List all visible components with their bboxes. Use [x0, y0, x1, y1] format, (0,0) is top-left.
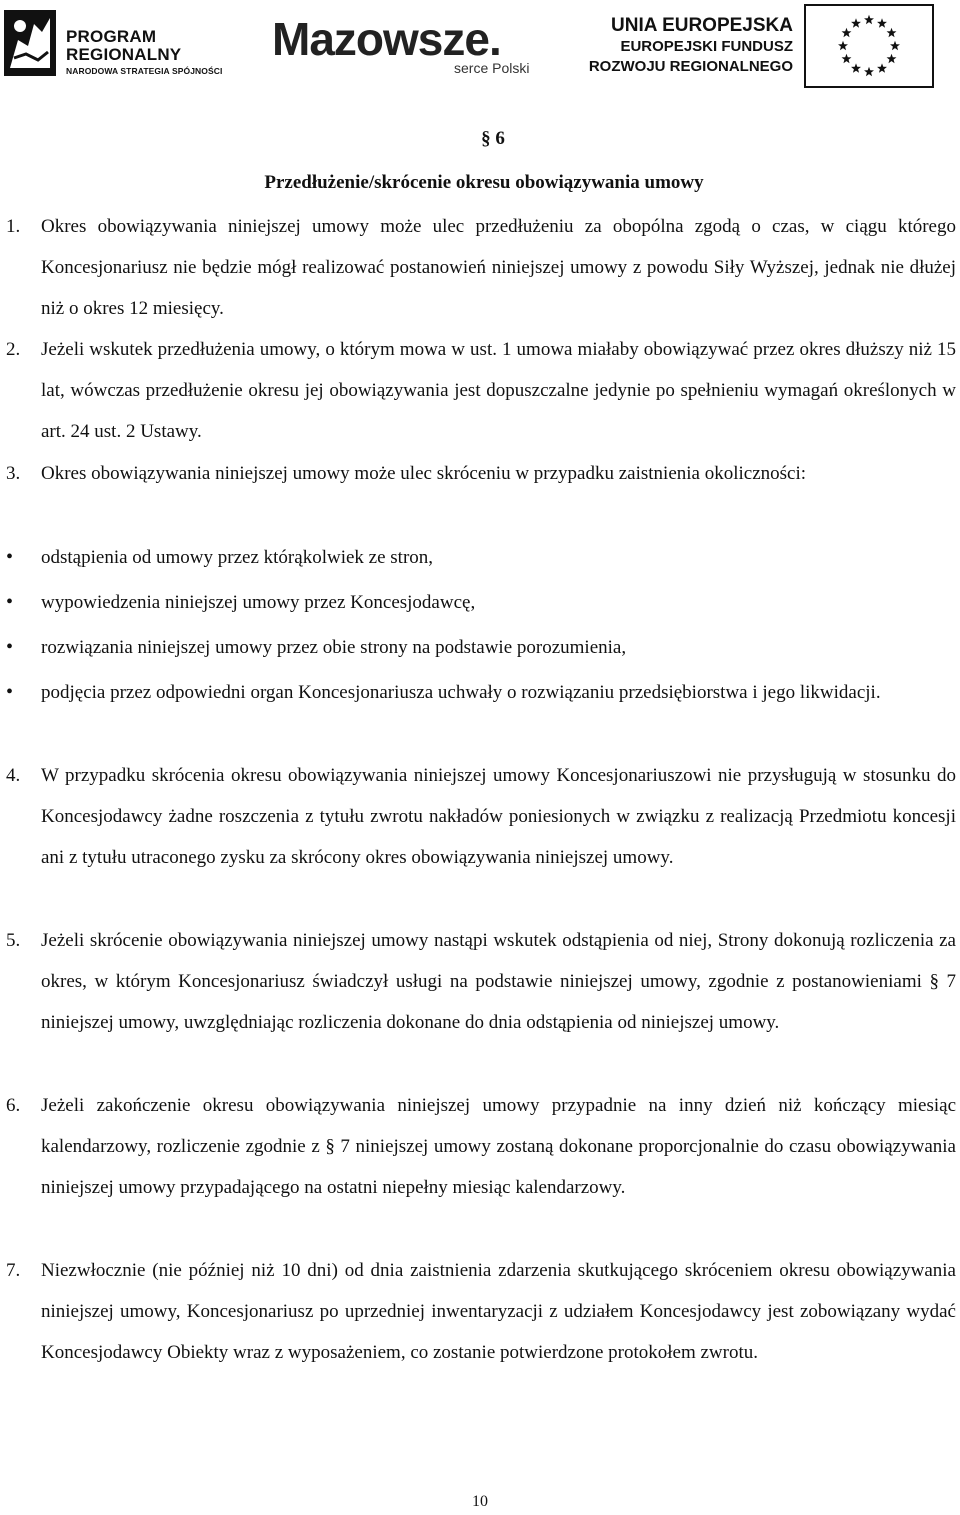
mazowsze-wordmark: Mazowsze. [272, 13, 501, 65]
mazowsze-logo [272, 13, 562, 80]
section-number-value: 6 [495, 128, 505, 149]
bullet-dot-icon [6, 672, 13, 713]
bullet-dot-icon [6, 627, 13, 668]
eu-line-1: UNIA EUROPEJSKA [611, 15, 793, 36]
bullet-item: wypowiedzenia niniejszej umowy przez Koncesjodawcę, [41, 592, 476, 613]
program-line-2: REGIONALNY [66, 45, 182, 64]
mazowsze-tagline: serce Polski [454, 60, 530, 76]
item-number: 2. [6, 339, 21, 360]
item-number: 7. [6, 1260, 21, 1281]
eu-line-2: EUROPEJSKI FUNDUSZ [620, 38, 793, 55]
page-number: 10 [472, 1493, 488, 1510]
item-text: Jeżeli wskutek przedłużenia umowy, o którym mowa w ust. 1 umowa miałaby obowiązywać przez okres dłuższy niż 15 lat, wówczas przedłużenie okresu jej obowiązywania jest dopuszczalne jedynie po spełnieniu wymagań określonych w art. 24 ust. 2 Ustawy. [41, 339, 956, 443]
eu-line-3: ROZWOJU REGIONALNEGO [588, 58, 793, 75]
eu-flag-icon [804, 4, 934, 88]
item-number: 6. [6, 1095, 21, 1116]
bullet-item: rozwiązania niniejszej umowy przez obie strony na podstawie porozumienia, [41, 637, 627, 658]
item-text: Okres obowiązywania niniejszej umowy może ulec przedłużeniu za obopólna zgodą o czas, w ciągu którego Koncesjonariusz nie będzie mógł realizować postanowień niniejszej umowy z powodu Siły Wyższej, jednak nie dłużej niż o okres 12 miesięcy. [41, 216, 956, 320]
program-line-1: PROGRAM [66, 27, 157, 46]
bullet-item: odstąpienia od umowy przez którąkolwiek ze stron, [41, 547, 434, 568]
section-number [0, 128, 960, 150]
bullet-item: podjęcia przez odpowiedni organ Koncesjonariusza uchwały o rozwiązaniu przedsiębiorstwa i jego likwidacji. [41, 682, 881, 703]
item-number: 3. [6, 463, 21, 484]
bullet-dot-icon [6, 537, 13, 578]
program-regionalny-logo [4, 10, 224, 80]
item-text: Niezwłocznie (nie później niż 10 dni) od dnia zaistnienia zdarzenia skutkującego skróceniem okresu obowiązywania niniejszej umowy, Koncesjonariusz po uprzedniej inwentaryzacji z udziałem Koncesjodawcy jest zobowiązany wydać Koncesjodawcy Obiekty wraz z wyposażeniem, co zostanie potwierdzone protokołem zwrotu. [41, 1260, 956, 1364]
item-number: 1. [6, 216, 21, 237]
page-header [0, 0, 960, 95]
item-number: 5. [6, 930, 21, 951]
bullet-dot-icon [6, 582, 13, 623]
program-regionalny-mark-icon [4, 10, 56, 76]
program-line-3: NARODOWA STRATEGIA SPÓJNOŚCI [66, 66, 223, 76]
section-title: Przedłużenie/skrócenie okresu obowiązywania umowy [264, 172, 704, 193]
eu-fund-logo-text [578, 14, 793, 80]
item-text: Jeżeli skrócenie obowiązywania niniejszej umowy nastąpi wskutek odstąpienia od niej, Strony dokonują rozliczenia za okres, w którym Koncesjonariusz świadczył usługi na podstawie niniejszej umowy, zgodnie z postanowieniami § 7 niniejszej umowy, uwzględniając rozliczenia dokonane do dnia odstąpienia od niniejszej umowy. [41, 930, 956, 1034]
item-text: W przypadku skrócenia okresu obowiązywania niniejszej umowy Koncesjonariuszowi nie przysługują w stosunku do Koncesjodawcy żadne roszczenia z tytułu zwrotu nakładów poniesionych w związku z realizacją Przedmiotu koncesji ani z tytułu utraconego zysku za skrócony okres obowiązywania niniejszej umowy. [41, 765, 956, 869]
item-text: Jeżeli zakończenie okresu obowiązywania niniejszej umowy przypadnie na inny dzień niż kończący miesiąc kalendarzowy, rozliczenie zgodnie z § 7 niniejszej umowy zostaną dokonane proporcjonalnie do czasu obowiązywania niniejszej umowy przypadającego na ostatni niepełny miesiąc kalendarzowy. [41, 1095, 956, 1199]
item-text: Okres obowiązywania niniejszej umowy może ulec skróceniu w przypadku zaistnienia okoliczności: [41, 463, 807, 484]
section-symbol: § [481, 128, 491, 149]
item-number: 4. [6, 765, 21, 786]
